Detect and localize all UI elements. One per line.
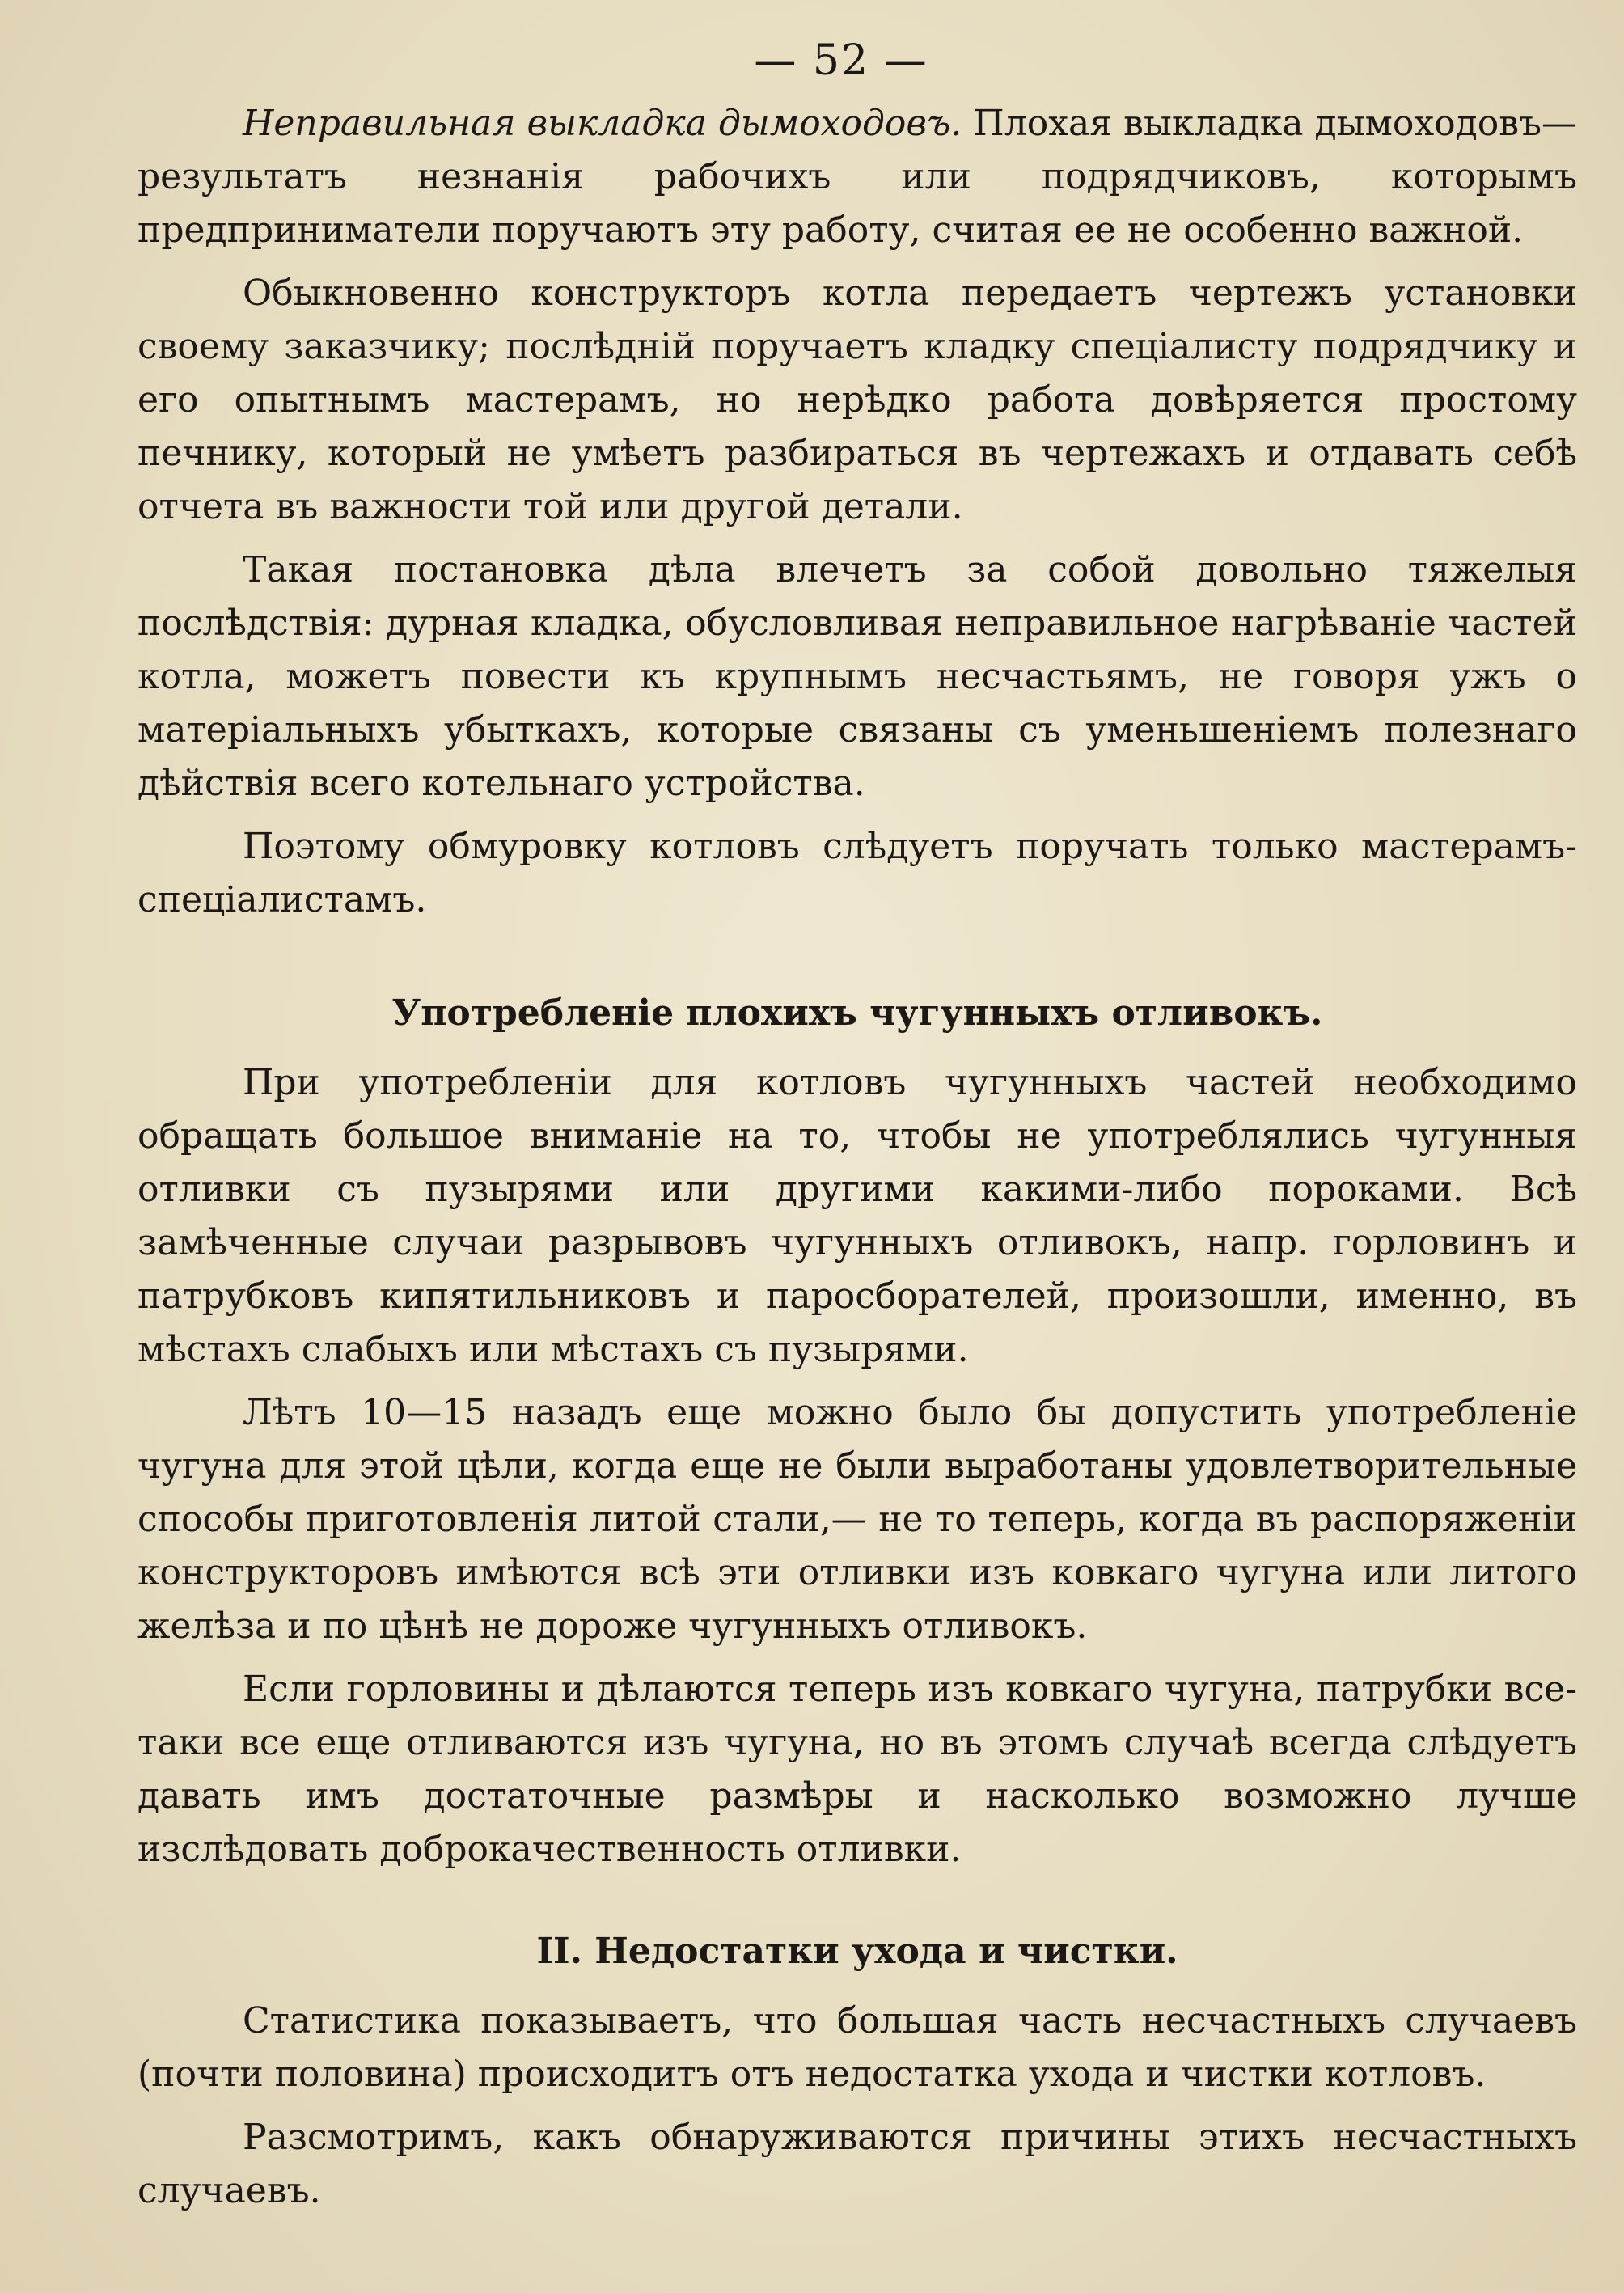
paragraph-statistics: Статистика показываетъ, что большая часть несчастныхъ случаевъ (почти половина) происходитъ отъ недостатка ухода и чистки котловъ. [137, 2000, 1577, 2095]
heading-maintenance: II. Недостатки ухода и чистки. [536, 1931, 1178, 1972]
paragraph-years-ago: Лѣтъ 10—15 назадъ еще можно было бы допустить употребленіе чугуна для этой цѣли, когда еще не были выработаны удовлетворительные способы приготовленія литой стали,— не то теперь, когда въ распоряженіи конструкторовъ имѣются всѣ эти отливки изъ ковкаго чугуна или литого желѣза и по цѣнѣ не дороже чугунныхъ отливокъ. [137, 1392, 1577, 1647]
paragraph-consequences: Такая постановка дѣла влечетъ за собой довольно тяжелыя послѣдствія: дурная кладка, обусловливая неправильное нагрѣваніе частей котла, можетъ повести къ крупнымъ несчастьямъ, не говоря ужъ о матеріальныхъ убыткахъ, которые связаны съ уменьшеніемъ полезнаго дѣйствія всего котельнаго устройства. [137, 549, 1577, 804]
page-number: — 52 — [754, 36, 928, 85]
paragraph-lead-text: Плохая выкладка дымоходовъ—результатъ незнанія рабочихъ или подрядчиковъ, которымъ предприниматели поручаютъ эту работу, считая ее не особенно важной. [137, 103, 1578, 251]
paragraph-conclusion: Поэтому обмуровку котловъ слѣдуетъ поручать только мастерамъ-спеціалистамъ. [137, 826, 1577, 920]
paragraph-consider: Разсмотримъ, какъ обнаруживаются причины этихъ несчастныхъ случаевъ. [137, 2117, 1577, 2211]
paragraph-chimney-intro [137, 97, 1577, 257]
paragraph-constructor: Обыкновенно конструкторъ котла передаетъ чертежъ установки своему заказчику; послѣдній поручаетъ кладку спеціалисту подрядчику и его опытнымъ мастерамъ, но нерѣдко работа довѣряется простому печнику, который не умѣетъ разбираться въ чертежахъ и отдавать себѣ отчета въ важности той или другой детали. [137, 273, 1577, 527]
paragraph-cast-iron-usage: При употребленіи для котловъ чугунныхъ частей необходимо обращать большое вниманіе на то, чтобы не употреблялись чугунныя отливки съ пузырями или другими какими-либо пороками. Всѣ замѣченные случаи разрывовъ чугунныхъ отливокъ, напр. горловинъ и патрубковъ кипятильниковъ и паросборателей, произошли, именно, въ мѣстахъ слабыхъ или мѣстахъ съ пузырями. [137, 1062, 1577, 1370]
book-page [137, 32, 1577, 2265]
heading-cast-iron: Употребленіе плохихъ чугунныхъ отливокъ. [391, 992, 1323, 1034]
paragraph-lead-italic: Неправильная выкладка дымоходовъ. [243, 103, 962, 144]
paragraph-necks: Если горловины и дѣлаются теперь изъ ковкаго чугуна, патрубки все-таки все еще отливаются изъ чугуна, но въ этомъ случаѣ всегда слѣдуетъ давать имъ достаточные размѣры и насколько возможно лучше изслѣдовать доброкачественность отливки. [137, 1669, 1577, 1870]
